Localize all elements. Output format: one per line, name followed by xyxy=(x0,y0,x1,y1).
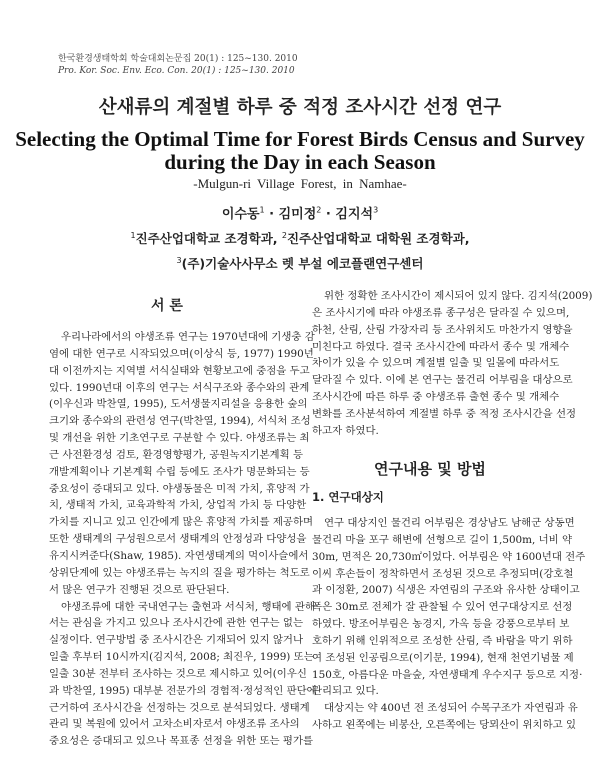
text-line: 치, 생태적 가치, 교육과학적 가치, 상업적 가치 등 다양한 xyxy=(49,499,307,512)
text-line: 중요성은 증대되고 있으나 목표종 선정을 위한 또는 평가를 xyxy=(49,735,314,748)
section-heading-introduction: 서 론 xyxy=(151,298,183,314)
paragraph xyxy=(49,599,317,751)
text-line: 조사시간에 따른 하루 중 야생조류 출현 종수 및 개체수 xyxy=(312,391,560,404)
text-line: 관리 및 복원에 있어서 고차소비자로서 야생조류 조사의 xyxy=(49,718,300,731)
text-line: 사하고 왼쪽에는 비봉산, 오른쪽에는 당뫼산이 위치하고 있 xyxy=(312,719,577,732)
title-english-line2: during the Day in each Season xyxy=(164,150,436,174)
affiliation-sup: 1 xyxy=(130,230,136,240)
text-line: 상위단계에 있는 야생조류는 녹지의 질을 평가하는 척도로 xyxy=(49,566,310,579)
text-line: 실정이다. 연구방법 중 조사시간은 기재되어 있지 않거나 xyxy=(49,634,303,647)
author-name: 이수동 xyxy=(221,207,260,222)
section-heading-methods: 연구내용 및 방법 xyxy=(374,460,486,478)
affiliation: 진주산업대학교 조경학과, xyxy=(135,231,282,246)
text-line: 위한 정확한 조사시간이 제시되어 있지 않다. 김지석(2009) xyxy=(324,290,593,302)
text-line: 미친다고 하였다. 결국 조사시간에 따라서 종수 및 개체수 xyxy=(312,340,570,353)
left-column xyxy=(49,329,317,750)
paragraph xyxy=(49,329,315,599)
paragraph xyxy=(312,288,593,440)
text-line: 개발계획이나 기본계획 수립 등에도 조사가 명문화되는 등 xyxy=(49,465,310,478)
subtitle: -Mulgun-ri Village Forest, in Namhae- xyxy=(193,176,407,191)
text-line: 근 사전환경성 검토, 환경영향평가, 공원녹지기본계획 등 xyxy=(49,448,303,461)
text-line: 크기와 종수와의 관련성 연구(박찬열, 1994), 서식처 조성 xyxy=(49,415,311,428)
affiliations-line2 xyxy=(0,254,600,272)
text-line: 대상지는 약 400년 전 조성되어 수목구조가 자연림과 유 xyxy=(324,702,578,715)
text-line: 30m, 면적은 20,730㎡이었다. 어부림은 약 1600년대 전주 xyxy=(312,550,586,563)
affiliation-sup: 2 xyxy=(281,230,287,240)
authors xyxy=(0,203,600,222)
text-line: 이씨 후손들이 정착하면서 조성된 것으로 추정되며(강호철 xyxy=(312,567,574,580)
title-english-line1: Selecting the Optimal Time for Forest Birds Census and Survey xyxy=(15,127,585,151)
text-line: 염에 대한 연구로 시작되었으며(이상식 등, 1977) 1990년 xyxy=(49,347,314,360)
affiliation: 진주산업대학교 대학원 조경학과, xyxy=(286,231,470,246)
subsection-heading-study-site: 1. 연구대상지 xyxy=(312,490,384,504)
text-line: 변화를 조사분석하여 계절별 하루 중 적정 조사시간을 선정 xyxy=(312,407,577,420)
text-line: 호하기 위해 인위적으로 조성한 산림, 즉 바람을 막기 위하 xyxy=(312,634,573,647)
text-line: 과 이정환, 2007) 식생은 자연림의 구조와 유사한 상태이고 xyxy=(312,584,580,597)
paragraph xyxy=(312,515,586,700)
text-line: 서는 관심을 가지고 있으나 조사시간에 관한 연구는 없는 xyxy=(49,617,303,630)
text-line: (이우신과 박찬열, 1995), 도서생물지리설을 응용한 숲의 xyxy=(49,398,308,411)
author-sup: 3 xyxy=(373,205,379,215)
affiliation-sup: 3 xyxy=(176,255,182,265)
text-line: 물건리 마을 포구 해변에 선형으로 길이 1,500m, 너비 약 xyxy=(312,533,573,546)
text-line: 은 조사시기에 따라 야생조류 종구성은 달라질 수 있으며, xyxy=(312,306,570,319)
text-line: 하였다. 방조어부림은 농경지, 가옥 등을 강풍으로부터 보 xyxy=(312,618,570,631)
affiliations-line1 xyxy=(0,229,600,247)
text-line: 과 박찬열, 1995) 대부분 전문가의 경험적·정성적인 판단에 xyxy=(49,684,317,697)
text-line: 있다. 1990년대 이후의 연구는 서식구조와 종수와의 관계 xyxy=(49,381,310,394)
author-separator: · xyxy=(321,207,336,222)
journal-citation-english: Pro. Kor. Soc. Env. Eco. Con. 20(1) : 125~130. 2010 xyxy=(58,66,295,76)
text-line: 일출 후부터 10시까지(김지석, 2008; 최진우, 1999) 또는 xyxy=(49,651,314,664)
text-line: 150호, 아름다운 마을숲, 자연생태계 우수지구 등으로 지정· xyxy=(312,668,583,681)
author-name: 김미정 xyxy=(278,207,317,222)
text-line: 하고자 하였다. xyxy=(312,424,379,437)
journal-citation-korean: 한국환경생태학회 학술대회논문집 20(1) : 125~130. 2010 xyxy=(58,54,298,64)
author-sup: 1 xyxy=(259,205,265,215)
text-line: 일출 30분 전부터 조사하는 것으로 제시하고 있어(이우신 xyxy=(49,667,307,680)
author-separator: · xyxy=(264,207,279,222)
title-korean: 산새류의 계절별 하루 중 적정 조사시간 선정 연구 xyxy=(98,97,502,118)
text-line: 달라질 수 있다. 이에 본 연구는 물건리 어부림을 대상으로 xyxy=(312,374,573,387)
author-name: 김지석 xyxy=(335,207,374,222)
text-line: 폭은 30m로 전체가 잘 관찰될 수 있어 연구대상지로 선정 xyxy=(312,601,573,614)
paragraph xyxy=(312,700,578,734)
text-line: 차이가 있을 수 있으며 계절별 일출 및 일몰에 따라서도 xyxy=(312,357,560,370)
text-line: 유지시켜준다(Shaw, 1985). 자연생태계의 먹이사슬에서 xyxy=(49,549,309,562)
affiliation: (주)기술사사무소 렛 부설 에코플랜연구센터 xyxy=(181,256,424,271)
text-line: 우리나라에서의 야생조류 연구는 1970년대에 기생충 감 xyxy=(61,331,315,343)
text-line: 야생조류에 대한 국내연구는 출현과 서식처, 행태에 관해 xyxy=(61,600,315,613)
right-column-bottom xyxy=(312,515,586,734)
text-line: 하천, 산림, 산림 가장자리 등 조사위치도 마찬가지 영향을 xyxy=(312,323,573,336)
text-line: 및 개선을 위한 기초연구로 구분할 수 있다. 야생조류는 최 xyxy=(49,432,310,445)
text-line: 여 조성된 인공림으로(이기문, 1994), 현재 천연기념물 제 xyxy=(312,651,574,664)
text-line: 또한 생태계의 구성원으로서 생태계의 안정성과 다양성을 xyxy=(49,533,307,546)
text-line: 서 많은 연구가 진행된 것으로 판단된다. xyxy=(49,583,230,596)
text-line: 연구 대상지인 물건리 어부림은 경상남도 남해군 상동면 xyxy=(324,517,575,529)
text-line: 근거하여 조사시간을 선정하는 것으로 분석되었다. 생태계 xyxy=(49,701,310,714)
right-column-top xyxy=(312,288,593,440)
text-line: 대 이전까지는 지역별 서식실태와 현황보고에 중점을 두고 xyxy=(49,364,310,377)
text-line: 관리되고 있다. xyxy=(312,685,379,698)
text-line: 중요성이 증대되고 있다. 야생동물은 미적 가치, 휴양적 가 xyxy=(49,482,310,495)
text-line: 가치를 지니고 있고 인간에게 많은 휴양적 가치를 제공하며 xyxy=(49,516,314,529)
author-sup: 2 xyxy=(316,205,322,215)
